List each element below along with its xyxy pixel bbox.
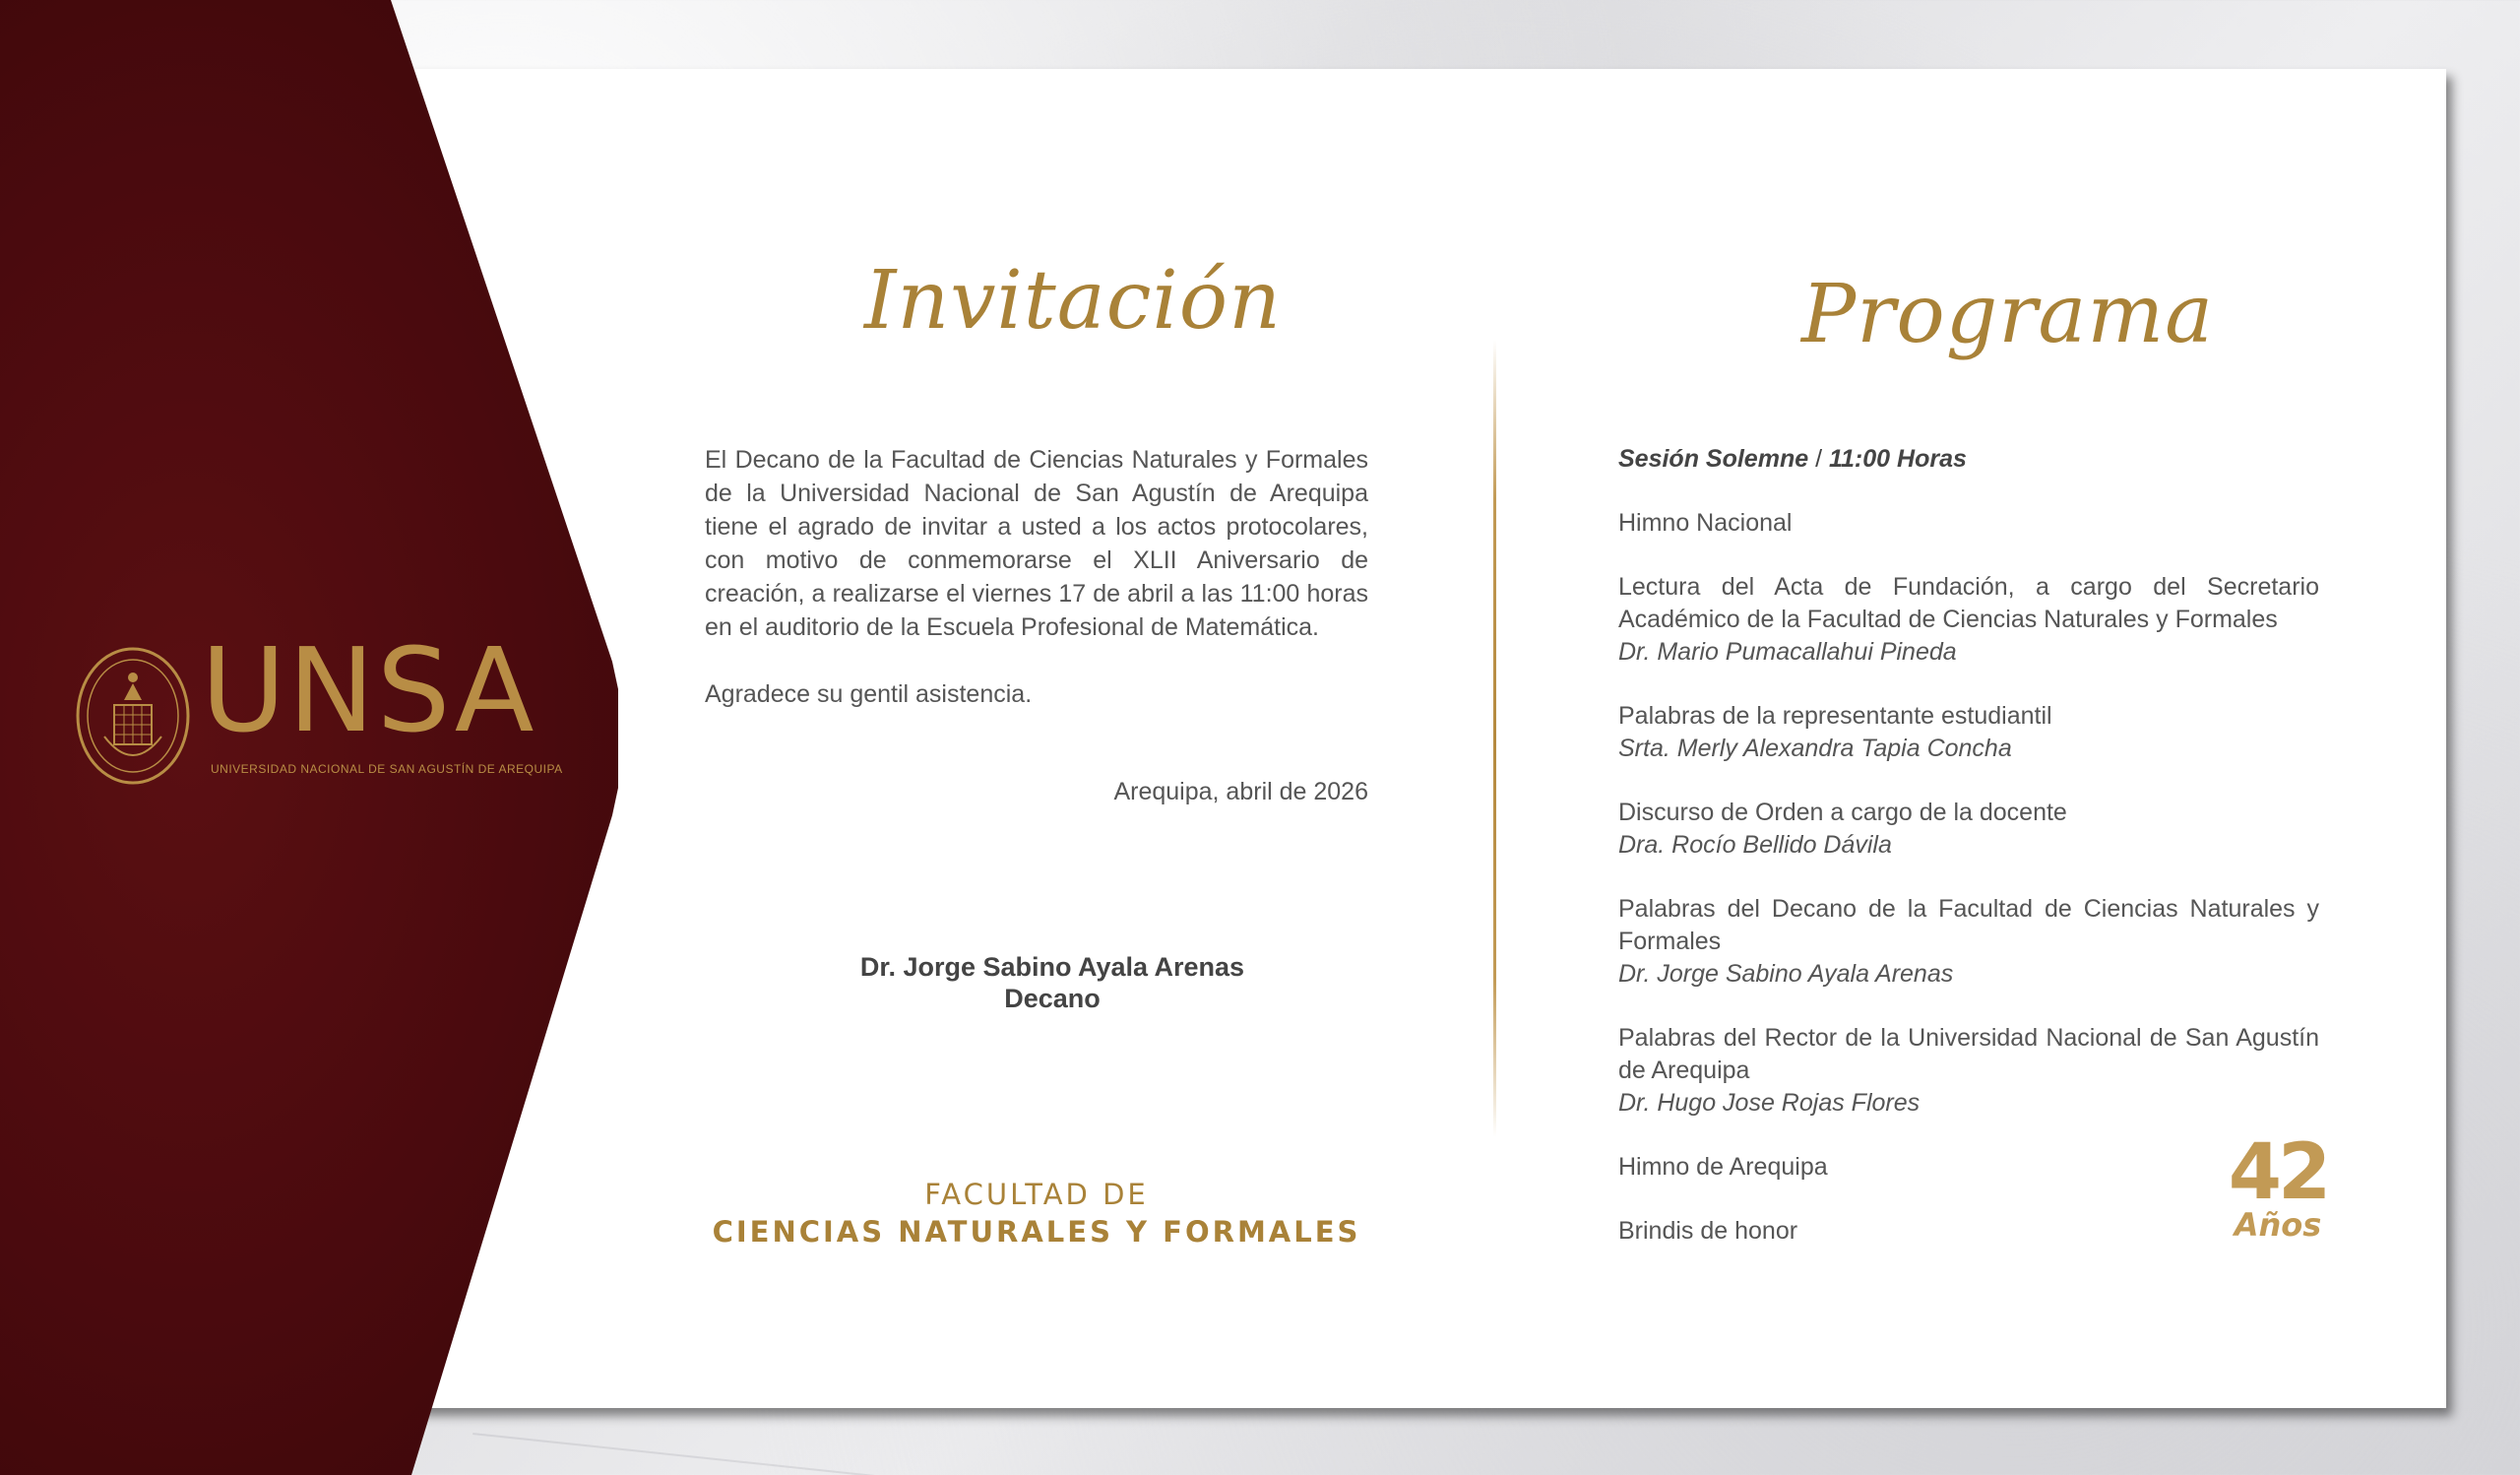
unsa-wordmark: UNSA bbox=[201, 622, 536, 758]
center-divider bbox=[1493, 340, 1496, 1137]
invitation-thanks: Agradece su gentil asistencia. bbox=[705, 680, 1033, 708]
program-item-title: Palabras del Decano de la Facultad de Ciencias Naturales y Formales bbox=[1618, 895, 2319, 955]
session-name: Sesión Solemne bbox=[1618, 445, 1809, 473]
anniversary-badge bbox=[2223, 1128, 2333, 1244]
session-time: 11:00 Horas bbox=[1828, 445, 1967, 473]
program-heading: Programa bbox=[1801, 268, 2214, 361]
session-separator: / bbox=[1815, 445, 1823, 473]
signature-block bbox=[705, 951, 1400, 1014]
invitation-body bbox=[705, 443, 1368, 744]
program-item-title: Himno Nacional bbox=[1618, 509, 1793, 537]
program-list bbox=[1618, 443, 2319, 1279]
invitation-paragraph: El Decano de la Facultad de Ciencias Naturales y Formales de la Universidad Nacional de San Agustín de Arequipa tiene el agrado de invitar a usted a los actos protocolares, con motivo de conmemorarse el XLII Aniversario de creación, a realizarse el viernes 17 de abril a las 11:00 horas en el auditorio de la Escuela Profesional de Matemática. bbox=[705, 446, 1368, 641]
program-item bbox=[1618, 1151, 2319, 1184]
session-header bbox=[1618, 443, 2319, 476]
signer-name: Dr. Jorge Sabino Ayala Arenas bbox=[859, 952, 1245, 982]
program-item-title: Palabras del Rector de la Universidad Nacional de San Agustín de Arequipa bbox=[1618, 1024, 2319, 1084]
program-item-speaker: Srta. Merly Alexandra Tapia Concha bbox=[1618, 735, 2012, 762]
faculty-name bbox=[705, 1178, 1368, 1249]
unsa-subtitle: UNIVERSIDAD NACIONAL DE SAN AGUSTÍN DE AREQUIPA bbox=[211, 762, 563, 776]
unsa-logo bbox=[75, 622, 563, 790]
program-item-title: Lectura del Acta de Fundación, a cargo del Secretario Académico de la Facultad de Ciencias Naturales y Formales bbox=[1618, 573, 2319, 633]
university-seal-icon bbox=[75, 646, 191, 786]
invitation-heading: Invitación bbox=[864, 254, 1282, 348]
faculty-line-2: CIENCIAS NATURALES Y FORMALES bbox=[712, 1215, 1361, 1249]
program-item-title: Brindis de honor bbox=[1618, 1217, 1798, 1245]
program-item bbox=[1618, 893, 2319, 991]
program-item-title: Himno de Arequipa bbox=[1618, 1153, 1828, 1181]
program-item-title: Palabras de la representante estudiantil bbox=[1618, 702, 2052, 730]
program-item bbox=[1618, 507, 2319, 540]
program-item bbox=[1618, 797, 2319, 862]
program-item-speaker: Dra. Rocío Bellido Dávila bbox=[1618, 831, 1892, 859]
signer-title: Decano bbox=[1004, 984, 1101, 1013]
program-item-speaker: Dr. Hugo Jose Rojas Flores bbox=[1618, 1089, 1921, 1117]
place-date: Arequipa, abril de 2026 bbox=[1113, 778, 1368, 805]
faculty-line-1: FACULTAD DE bbox=[924, 1178, 1149, 1211]
program-item-title: Discurso de Orden a cargo de la docente bbox=[1618, 799, 2067, 826]
program-item-speaker: Dr. Mario Pumacallahui Pineda bbox=[1618, 638, 1957, 666]
program-item bbox=[1618, 1022, 2319, 1120]
program-item bbox=[1618, 571, 2319, 669]
program-item-speaker: Dr. Jorge Sabino Ayala Arenas bbox=[1618, 960, 1954, 988]
anniversary-label: Años bbox=[2234, 1206, 2322, 1244]
program-item bbox=[1618, 700, 2319, 765]
program-item bbox=[1618, 1215, 2319, 1248]
anniversary-number: 42 bbox=[2228, 1128, 2328, 1217]
